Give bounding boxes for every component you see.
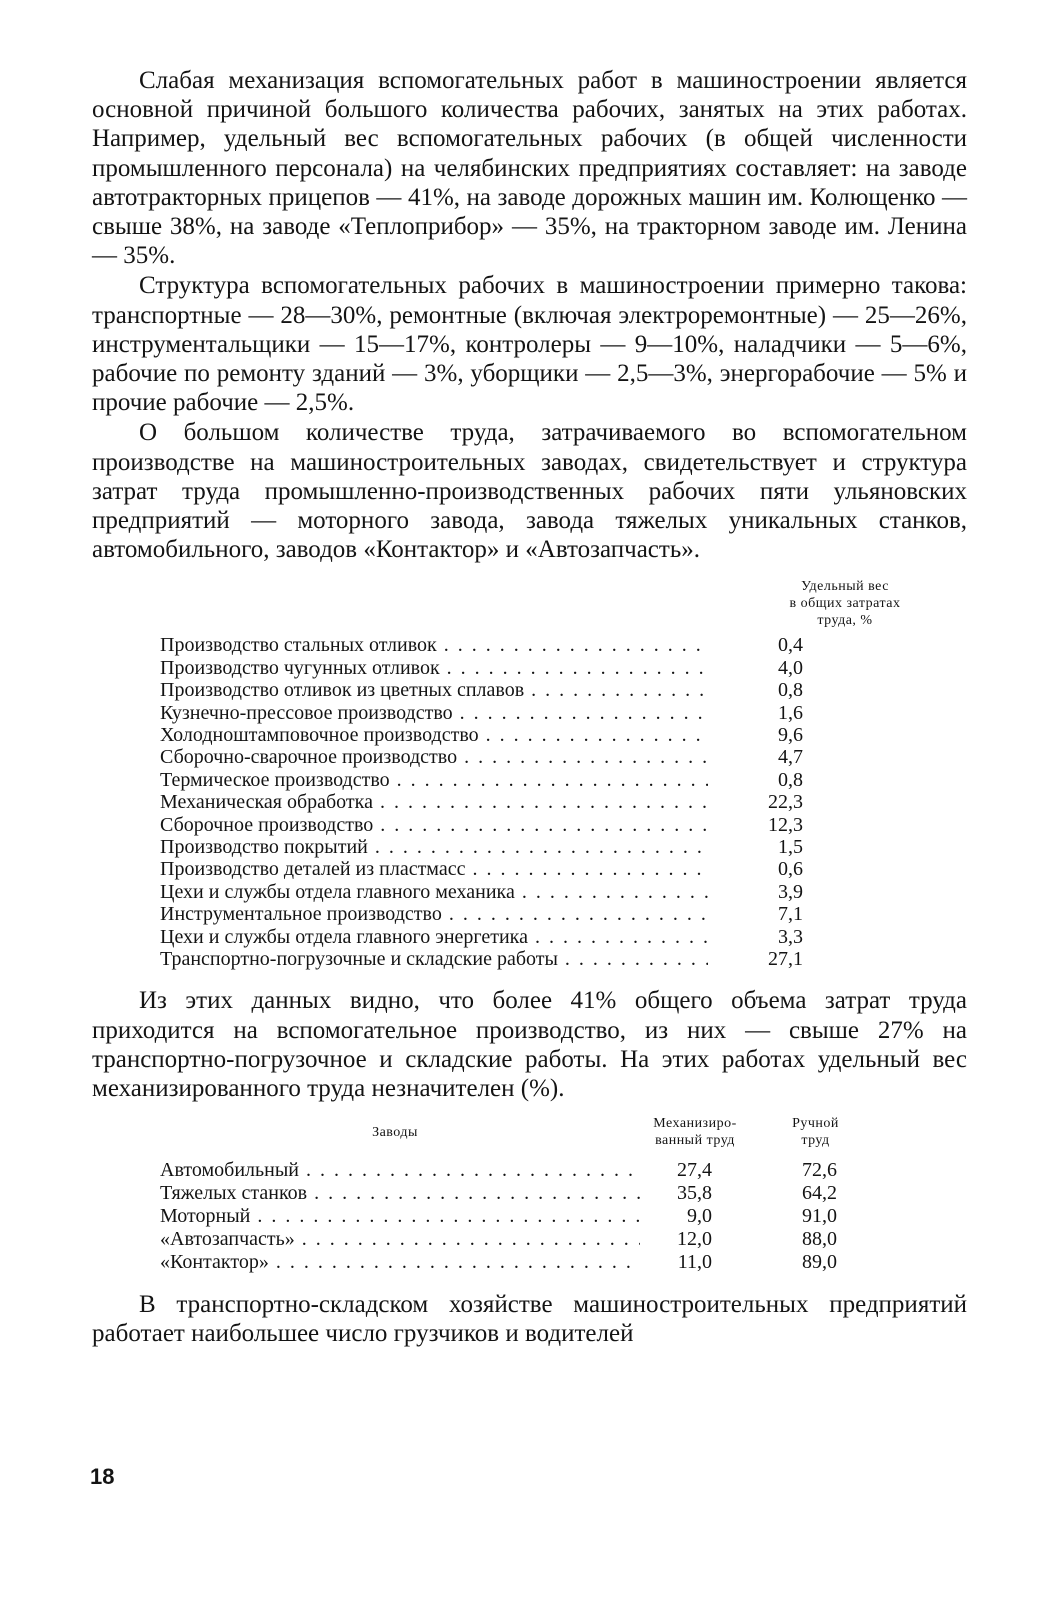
row-mech: 27,4 [677, 1159, 712, 1182]
row-label: Термическое производство . . . [160, 769, 708, 791]
row-value: 7,1 [778, 903, 803, 926]
row-value: 12,3 [768, 813, 803, 836]
table1-header-line: в общих затратах [789, 596, 901, 612]
row-value: 3,3 [778, 925, 803, 948]
row-mech: 35,8 [677, 1182, 712, 1205]
row-mech: 11,0 [677, 1251, 712, 1274]
row-label: Тяжелых станков . . . [160, 1182, 640, 1205]
row-label: Инструментальное производство . . . [160, 903, 708, 925]
row-value: 1,6 [778, 701, 803, 724]
row-value: 0,8 [778, 768, 803, 791]
row-label: Транспортно-погрузочные и складские работы . . . [160, 948, 708, 970]
table-row [160, 903, 850, 925]
header-line: труд [801, 1133, 830, 1149]
table-row [160, 724, 850, 746]
row-label: Сборочное производство . . . [160, 814, 708, 836]
row-label: Сборочно-сварочное производство . . . [160, 746, 708, 768]
row-label: Кузнечно-прессовое производство . . . [160, 702, 708, 724]
table-row [160, 657, 850, 679]
row-value: 22,3 [768, 791, 803, 814]
table-row [160, 1205, 967, 1228]
row-manual: 72,6 [802, 1159, 837, 1182]
table2-header [160, 1115, 967, 1149]
row-value: 0,6 [778, 858, 803, 881]
table-row [160, 926, 850, 948]
header-line: Механизиро- [653, 1116, 737, 1132]
table-row [160, 634, 850, 656]
row-label: Автомобильный . . . [160, 1159, 640, 1182]
table1-header [730, 578, 960, 629]
row-label: Холодноштамповочное производство . . . [160, 724, 708, 746]
table2-header-name: Заводы [372, 1124, 418, 1140]
row-manual: 88,0 [802, 1228, 837, 1251]
table-row [160, 1251, 967, 1274]
row-label: Производство чугунных отливок . . . [160, 657, 708, 679]
paragraph: Из этих данных видно, что более 41% общего объема затрат труда приходится на вспомогательное производство, из них — свыше 27% на транспортно-погрузочное и складские работы. На этих работах удельный вес механизированного труда незначителен (%). [92, 987, 967, 1102]
table-row [160, 948, 850, 970]
row-label: Моторный . . . [160, 1205, 640, 1228]
table-row [160, 702, 850, 724]
row-manual: 64,2 [802, 1182, 837, 1205]
row-mech: 12,0 [677, 1228, 712, 1251]
row-value: 0,4 [778, 634, 803, 657]
table2 [160, 1159, 967, 1274]
page-number: 18 [90, 1464, 115, 1489]
table-row [160, 679, 850, 701]
row-label: «Автозапчасть» . . . [160, 1228, 640, 1251]
table-row [160, 858, 850, 880]
paragraph: В транспортно-складском хозяйстве машиностроительных предприятий работает наибольшее число грузчиков и водителей [92, 1291, 967, 1348]
table-row [160, 1159, 967, 1182]
row-label: Цехи и службы отдела главного механика . . . [160, 881, 708, 903]
row-mech: 9,0 [687, 1205, 712, 1228]
table-row [160, 746, 850, 768]
row-value: 0,8 [778, 679, 803, 702]
row-label: Производство деталей из пластмасс . . . [160, 858, 708, 880]
table-row [160, 1182, 967, 1205]
table2-header-manual [768, 1115, 863, 1149]
row-label: Цехи и службы отдела главного энергетика . . . [160, 926, 708, 948]
row-value: 3,9 [778, 880, 803, 903]
row-value: 9,6 [778, 724, 803, 747]
table1 [160, 634, 850, 970]
row-label: Производство покрытий . . . [160, 836, 708, 858]
row-label: Механическая обработка . . . [160, 791, 708, 813]
row-value: 4,0 [778, 656, 803, 679]
row-value: 4,7 [778, 746, 803, 769]
table-row [160, 791, 850, 813]
header-line: ванный труд [655, 1133, 735, 1149]
paragraph: Структура вспомогательных рабочих в машиностроении примерно такова: транспортные — 28—30%, ремонтные (включая электроремонтные) — 25—26%, инструментальщики — 15—17%, контролеры — 9—10%, наладчики — 5—6%, рабочие по ремонту зданий — 3%, уборщики — 2,5—3%, энергорабочие — 5% и прочие рабочие — 2,5%. [92, 272, 967, 417]
paragraph: О большом количестве труда, затрачиваемого во вспомогательном производстве на машиностроительных заводах, свидетельствует и структура затрат труда промышленно-производственных рабочих пяти ульяновских предприятий — моторного завода, завода тяжелых уникальных станков, автомобильного, заводов «Контактор» и «Автозапчасть». [92, 419, 967, 564]
header-line: Ручной [792, 1116, 839, 1132]
table1-header-line: труда, % [817, 613, 873, 629]
row-label: Производство стальных отливок . . . [160, 634, 708, 656]
table2-header-mech [630, 1115, 760, 1149]
table-row [160, 1228, 967, 1251]
table-row [160, 881, 850, 903]
row-manual: 89,0 [802, 1251, 837, 1274]
table1-header-line: Удельный вес [801, 579, 889, 595]
row-label: «Контактор» . . . [160, 1251, 640, 1274]
row-value: 1,5 [778, 835, 803, 858]
page-body [92, 66, 967, 1349]
table-row [160, 836, 850, 858]
row-value: 27,1 [768, 947, 803, 970]
paragraph: Слабая механизация вспомогательных работ в машиностроении является основной причиной большого количества рабочих, занятых на этих работах. Например, удельный вес вспомогательных рабочих (в общей численности промышленного персонала) на челябинских предприятиях составляет: на заводе автотракторных прицепов — 41%, на заводе дорожных машин им. Колющенко — свыше 38%, на заводе «Теплоприбор» — 35%, на тракторном заводе им. Ленина — 35%. [92, 67, 967, 270]
row-label: Производство отливок из цветных сплавов . . . [160, 679, 708, 701]
table-row [160, 769, 850, 791]
table-row [160, 814, 850, 836]
row-manual: 91,0 [802, 1205, 837, 1228]
